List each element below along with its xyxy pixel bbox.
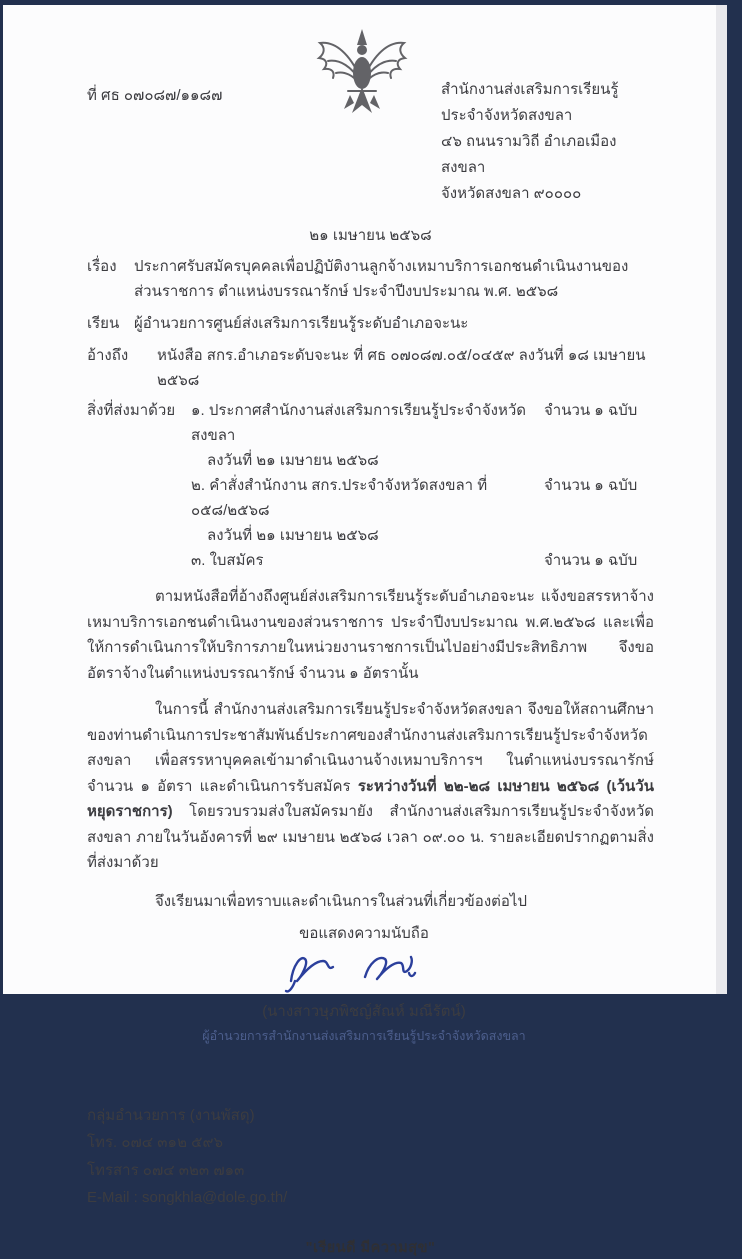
document-sheet (3, 5, 727, 1256)
signer-name: (นางสาวษุภพิชญ์สัณห์ มณีรัตน์) (262, 1002, 466, 1020)
signature-block (179, 921, 549, 1046)
letter-header (87, 21, 654, 207)
subject-row (87, 254, 654, 304)
attachment-item (191, 473, 654, 548)
closing-line: จึงเรียนมาเพื่อทราบและดำเนินการในส่วนที่เกี่ยวข้องต่อไป (155, 892, 527, 910)
signer-title: ผู้อำนวยการสำนักงานส่งเสริมการเรียนรู้ประจำจังหวัดสงขลา (202, 1028, 526, 1043)
handwritten-signature (269, 947, 459, 997)
to-text: ผู้อำนวยการศูนย์ส่งเสริมการเรียนรู้ระดับอำเภอจะนะ (134, 315, 469, 332)
salutation: ขอแสดงความนับถือ (299, 924, 429, 942)
attachment-count: จำนวน ๑ ฉบับ (544, 552, 638, 569)
attachments-list (191, 398, 654, 573)
agency-address-block (421, 77, 654, 207)
footer-fax: โทรสาร ๐๗๔ ๓๒๓ ๗๑๓ (87, 1161, 245, 1179)
attachments-block (87, 398, 654, 573)
attachment-date: ลงวันที่ ๒๑ เมษายน ๒๕๖๘ (207, 527, 379, 544)
agency-street: ๔๖ ถนนรามวิถี อำเภอเมืองสงขลา (441, 133, 617, 176)
subject-text: ประกาศรับสมัครบุคคลเพื่อปฏิบัติงานลูกจ้างเหมาบริการเอกชนดำเนินงานของส่วนราชการ ตำแหน่งบรรณารักษ์ ประจำปีงบประมาณ พ.ศ. ๒๕๖๘ (134, 258, 629, 300)
paragraph-2-text: ในการนี้ สำนักงานส่งเสริมการเรียนรู้ประจำจังหวัดสงขลา จึงขอให้สถานศึกษาของท่านดำเนินการประชาสัมพันธ์ประกาศของสำนักงานส่งเสริมการเรียนรู้ประจำจังหวัดสงขลา เพื่อสรรหาบุคคลเข้ามาดำเนินงานจ้างเหมาบริการฯ ในตำแหน่งบรรณารักษ์ จำนวน ๑ อัตรา และดำเนินการรับสมัคร (87, 701, 654, 795)
attachment-date: ลงวันที่ ๒๑ เมษายน ๒๕๖๘ (207, 452, 379, 469)
paragraph-2-text-after: โดยรวบรวมส่งใบสมัครมายัง สำนักงานส่งเสริมการเรียนรู้ประจำจังหวัดสงขลา ภายในวันอังคารที่ ๒๙ เมษายน ๒๕๖๘ เวลา ๐๙.๐๐ น. รายละเอียดปรากฏตามสิ่งที่ส่งมาด้วย (87, 803, 654, 871)
to-label: เรียน (87, 315, 120, 332)
footer-phone: โทร. ๐๗๔ ๓๑๒ ๕๙๖ (87, 1134, 223, 1151)
footer-dept: กลุ่มอำนวยการ (งานพัสดุ) (87, 1106, 255, 1124)
body-paragraph-2 (87, 697, 654, 876)
footer-email: E-Mail : songkhla@dole.go.th/ (87, 1189, 288, 1206)
subject-label: เรื่อง (87, 258, 117, 275)
letter-date: ๒๑ เมษายน ๒๕๖๘ (309, 227, 432, 244)
paragraph-2-bold-dates: ระหว่างวันที่ ๒๒-๒๘ เมษายน ๒๕๖๘ (เว้นวันหยุดราชการ) (87, 777, 654, 820)
attachment-item (191, 548, 654, 573)
attachment-text: ๑. ประกาศสำนักงานส่งเสริมการเรียนรู้ประจำจังหวัดสงขลา (191, 402, 526, 444)
motto-text: "เรียนดี มีความสุข" (305, 1239, 436, 1256)
reference-text: หนังสือ สกร.อำเภอระดับจะนะ ที่ ศธ ๐๗๐๘๗.๐๕/๐๔๕๙ ลงวันที่ ๑๘ เมษายน ๒๕๖๘ (157, 347, 646, 389)
reference-label: อ้างถึง (87, 347, 129, 364)
attachment-text: ๒. คำสั่งสำนักงาน สกร.ประจำจังหวัดสงขลา ที่ ๐๕๘/๒๕๖๘ (191, 477, 488, 519)
to-row (87, 311, 654, 336)
attachment-item (191, 398, 654, 473)
body-paragraph-1: ตามหนังสือที่อ้างถึงศูนย์ส่งเสริมการเรียนรู้ระดับอำเภอจะนะ แจ้งขอสรรหาจ้างเหมาบริการเอกชนดำเนินงานของส่วนราชการ ประจำปีงบประมาณ พ.ศ.๒๕๖๘ และเพื่อให้การดำเนินการให้บริการภายในหน่วยงานราชการเป็นไปอย่างมีประสิทธิภาพ จึงขออัตราจ้างในตำแหน่งบรรณารักษ์ จำนวน ๑ อัตรานั้น (87, 588, 654, 682)
attachment-count: จำนวน ๑ ฉบับ (544, 402, 638, 419)
attachments-label: สิ่งที่ส่งมาด้วย (87, 402, 176, 419)
contact-footer (87, 1102, 654, 1212)
agency-name: สำนักงานส่งเสริมการเรียนรู้ประจำจังหวัดสงขลา (441, 81, 619, 124)
attachment-count: จำนวน ๑ ฉบับ (544, 477, 638, 494)
garuda-emblem-icon (303, 21, 421, 130)
reference-row (87, 343, 654, 393)
letter-ref-number: ที่ ศธ ๐๗๐๘๗/๑๑๘๗ (87, 87, 223, 104)
agency-province: จังหวัดสงขลา ๙๐๐๐๐ (441, 185, 582, 202)
attachment-text: ๓. ใบสมัคร (191, 552, 264, 569)
